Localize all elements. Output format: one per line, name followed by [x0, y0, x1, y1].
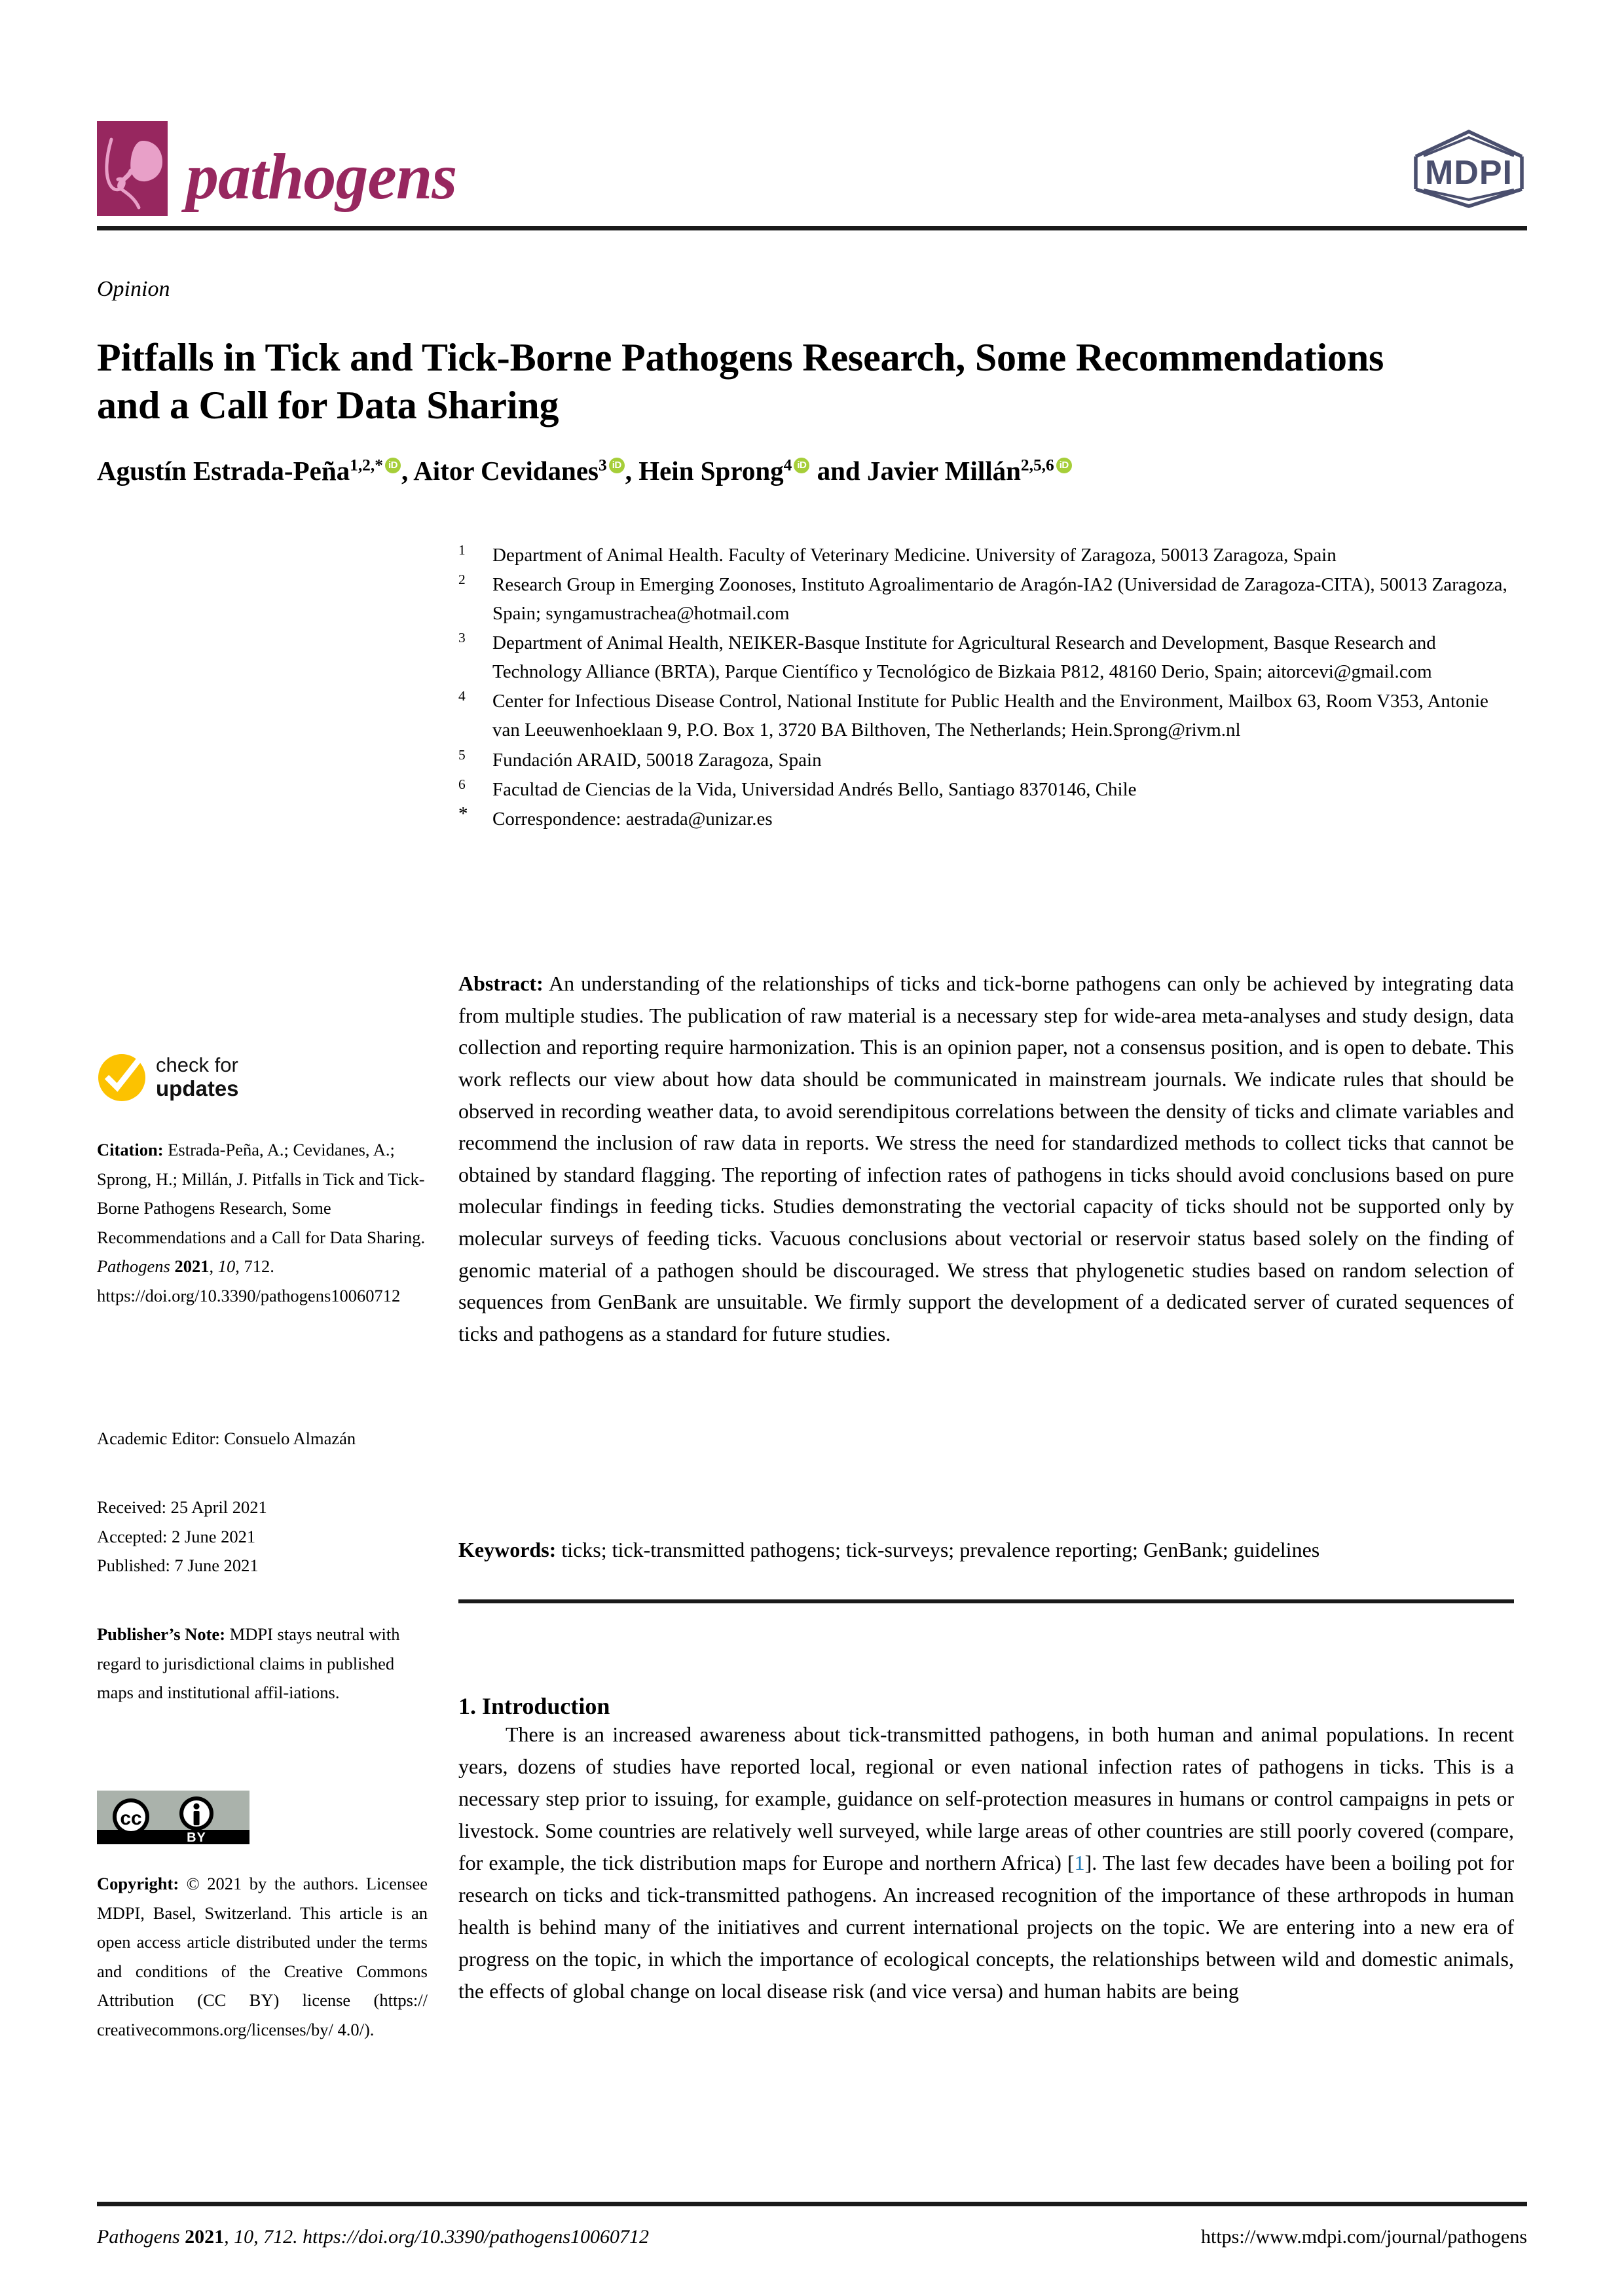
author-item[interactable]	[867, 456, 1073, 486]
affiliation-marker: 1	[458, 542, 466, 558]
date-received: Received: 25 April 2021	[97, 1497, 267, 1517]
correspondence-marker: *	[458, 803, 468, 824]
keywords-label: Keywords:	[458, 1538, 557, 1561]
affiliation-text: Facultad de Ciencias de la Vida, Universidad Andrés Bello, Santiago 8370146, Chile	[492, 778, 1137, 800]
publication-dates	[97, 1493, 428, 1580]
citation-volume: 10	[217, 1256, 236, 1277]
publisher-note	[97, 1620, 428, 1707]
affiliation-item	[458, 805, 1513, 833]
copyright-block	[97, 1869, 428, 2044]
citation-article-number: 712.	[244, 1256, 274, 1277]
check-for-updates-icon	[97, 1053, 147, 1102]
check-for-updates-label	[156, 1054, 239, 1101]
author-affiliation-markers: 4	[783, 456, 792, 475]
author-affiliation-markers: 3	[599, 456, 607, 475]
affiliation-list	[458, 541, 1513, 834]
orcid-icon[interactable]: iD	[1056, 458, 1072, 473]
reference-link-1[interactable]: 1	[1074, 1850, 1085, 1874]
pathogens-bacteriophage-icon	[97, 121, 168, 216]
affiliation-marker: 2	[458, 572, 466, 588]
section-heading-introduction: 1. Introduction	[458, 1692, 610, 1719]
affiliation-item	[458, 541, 1513, 570]
footer-volume-article: , 10, 712. https://doi.org/10.3390/pathogens10060712	[224, 2226, 650, 2248]
affiliation-text: Research Group in Emerging Zoonoses, Instituto Agroalimentario de Aragón-IA2 (Universidad de Zaragoza-CITA), 50013 Zaragoza, Spain; syngamustrachea@hotmail.com	[492, 574, 1507, 625]
affiliation-marker: 4	[458, 688, 466, 704]
article-type: Opinion	[97, 277, 170, 301]
publisher-note-label: Publisher’s Note:	[97, 1624, 226, 1644]
date-accepted: Accepted: 2 June 2021	[97, 1526, 256, 1546]
abstract-section	[458, 968, 1514, 1350]
publisher-note-text: MDPI stays neutral with regard to jurisdictional claims in published maps and institutional affil-iations.	[97, 1624, 400, 1703]
check-for-updates-badge[interactable]	[97, 1053, 239, 1102]
journal-title: pathogens	[186, 139, 457, 213]
citation-authors-title: Estrada-Peña, A.; Cevidanes, A.; Sprong, H.; Millán, J. Pitfalls in Tick and Tick-Borne Pathogens Research, Some Recommendations and a Call for Data Sharing.	[97, 1140, 426, 1247]
citation-doi[interactable]: https://doi.org/10.3390/pathogens10060712	[97, 1285, 401, 1305]
date-published: Published: 7 June 2021	[97, 1556, 259, 1576]
footer-citation	[97, 2226, 649, 2248]
affiliation-item	[458, 687, 1513, 744]
author-name: Aitor Cevidanes	[413, 456, 599, 486]
check-for-updates-line2: updates	[156, 1076, 239, 1101]
check-for-updates-line1: check for	[156, 1053, 238, 1077]
footer-journal: Pathogens	[97, 2226, 180, 2248]
orcid-icon[interactable]: iD	[794, 458, 809, 473]
mdpi-logo[interactable]	[1411, 126, 1527, 210]
journal-logo[interactable]	[97, 121, 456, 216]
svg-text:cc: cc	[120, 1808, 142, 1829]
header-divider	[97, 226, 1527, 230]
citation-block	[97, 1135, 428, 1310]
author-affiliation-markers: 1,2,*	[350, 456, 383, 475]
affiliation-marker: 6	[458, 776, 466, 792]
affiliation-text: Center for Infectious Disease Control, National Institute for Public Health and the Environment, Mailbox 63, Room V353, Antonie van Leeuwenhoeklaan 9, P.O. Box 1, 3720 BA Bilthoven, The Netherlands; Hein.Sprong@rivm.nl	[492, 691, 1488, 741]
paragraph-text-part1: There is an increased awareness about tick-transmitted pathogens, in both human and animal populations. In recent years, dozens of studies have reported local, regional or even national infection rates of pathogens in ticks. This is a necessary step prior to issuing, for example, guidance on self-protection measures in humans or control campaigns in pets or livestock. Some countries are relatively well surveyed, while large areas of other countries are still poorly covered (compare, for example, the tick distribution maps for Europe and northern Africa) [	[458, 1722, 1514, 1874]
orcid-icon[interactable]: iD	[609, 458, 625, 473]
affiliation-item	[458, 629, 1513, 686]
academic-editor: Academic Editor: Consuelo Almazán	[97, 1429, 356, 1448]
keywords-section	[458, 1534, 1514, 1565]
affiliation-text: Fundación ARAID, 50018 Zaragoza, Spain	[492, 749, 822, 771]
page-title: Pitfalls in Tick and Tick-Borne Pathogens Research, Some Recommendations and a Call for Data Sharing	[97, 336, 1384, 428]
author-name: Agustín Estrada-Peña	[97, 456, 350, 486]
citation-article-comma: ,	[235, 1256, 244, 1277]
affiliation-item	[458, 570, 1513, 628]
affiliation-text: Department of Animal Health. Faculty of Veterinary Medicine. University of Zaragoza, 50013 Zaragoza, Spain	[492, 545, 1337, 566]
author-separator: ,	[625, 456, 639, 486]
affiliation-marker: 3	[458, 630, 466, 646]
citation-year: 2021	[174, 1256, 210, 1277]
svg-text:MDPI: MDPI	[1425, 154, 1513, 192]
orcid-icon[interactable]: iD	[385, 458, 401, 473]
author-separator: and	[810, 456, 867, 486]
author-name: Javier Millán	[866, 456, 1021, 486]
paragraph-text-part2: ]. The last few decades have been a boiling pot for research on ticks and tick-transmitted pathogens. An increased recognition of the importance of these arthropods in human health is behind many of the initiatives and current international projects on the topic. We are entering into a new era of progress on the topic, in which the importance of ecological concepts, the relationships between wild and domestic animals, the effects of global change on local disease risk (and vice versa) and human habits are being	[458, 1850, 1515, 2003]
affiliation-marker: 5	[458, 746, 466, 763]
author-list	[97, 454, 1472, 488]
abstract-body-divider	[458, 1599, 1514, 1603]
keywords-text: ticks; tick-transmitted pathogens; tick-surveys; prevalence reporting; GenBank; guidelines	[561, 1538, 1320, 1561]
page-footer	[97, 2226, 1527, 2248]
correspondence-text: Correspondence: aestrada@unizar.es	[492, 808, 773, 829]
copyright-text: © 2021 by the authors. Licensee MDPI, Basel, Switzerland. This article is an open access article distributed under the terms and conditions of the Creative Commons Attribution (CC BY) license (https:// creativecommons.org/licenses/by/ 4.0/).	[97, 1874, 428, 2039]
footer-journal-url[interactable]: https://www.mdpi.com/journal/pathogens	[1200, 2226, 1527, 2248]
author-name: Hein Sprong	[638, 456, 784, 486]
author-item[interactable]	[638, 456, 810, 486]
author-affiliation-markers: 2,5,6	[1020, 456, 1054, 475]
masthead	[97, 121, 1527, 229]
copyright-label: Copyright:	[97, 1874, 179, 1893]
introduction-paragraph	[458, 1719, 1514, 2007]
affiliation-item	[458, 775, 1513, 804]
svg-text:BY: BY	[187, 1831, 206, 1844]
author-item[interactable]	[97, 456, 401, 486]
citation-label: Citation:	[97, 1140, 164, 1159]
abstract-text: An understanding of the relationships of ticks and tick-borne pathogens can only be achieved by integrating data from multiple studies. The publication of raw material is a necessary step for wide-area meta-analyses and study design, data collection and reporting require harmonization. This is an opinion paper, not a consensus position, and is open to debate. This work reflects our view about how data should be communicated in mainstream journals. We indicate rules that should be observed in recording weather data, to avoid serendipitous correlations between the density of ticks and climate variables and recommend the inclusion of raw data in reports. We stress the need for standardized methods to collect ticks that cannot be obtained by standard flagging. The reporting of infection rates of pathogens in ticks should avoid conclusions based on pure molecular findings in feeding ticks. Studies demonstrating the vectorial capacity of ticks should not be supported only by molecular surveys of feeding ticks. Vacuous conclusions about vectorial or reservoir status based solely on the finding of genomic material of a pathogen should be discouraged. We stress that phylogenetic studies based on random selection of sequences from GenBank are unsuitable. We firmly support the development of a dedicated server of curated sequences of ticks and pathogens as a standard for future studies.	[458, 972, 1515, 1345]
footer-divider	[97, 2202, 1527, 2206]
footer-year: 2021	[185, 2226, 225, 2248]
affiliation-text: Department of Animal Health, NEIKER-Basque Institute for Agricultural Research and Development, Basque Research and Technology Alliance (BRTA), Parque Científico y Tecnológico de Bizkaia P812, 48160 Derio, Spain; aitorcevi@gmail.com	[492, 632, 1436, 683]
abstract-label: Abstract:	[458, 972, 544, 995]
citation-journal: Pathogens	[97, 1256, 170, 1277]
affiliation-item	[458, 746, 1513, 774]
author-item[interactable]	[413, 456, 625, 486]
citation-volume-comma: ,	[209, 1256, 218, 1277]
creative-commons-by-icon[interactable]	[97, 1791, 249, 1844]
author-separator: ,	[401, 456, 414, 486]
